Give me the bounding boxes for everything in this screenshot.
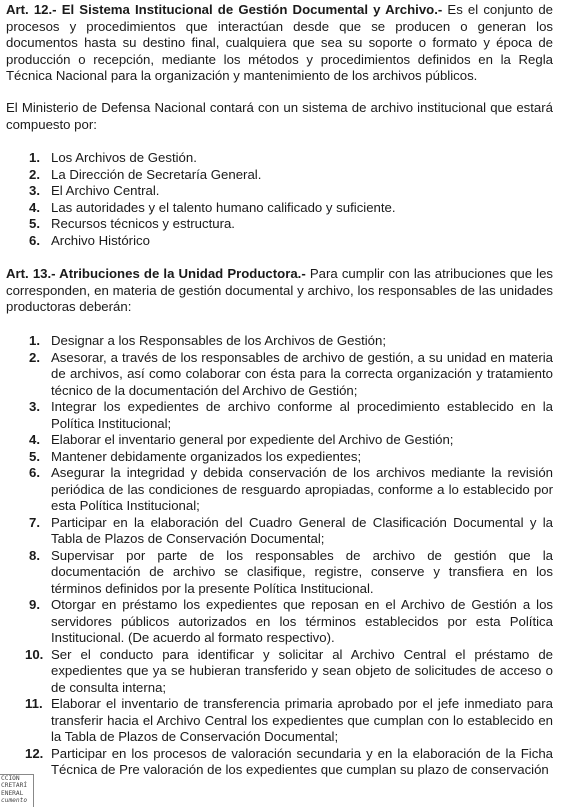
list-item xyxy=(0,696,561,746)
art13-heading: Art. 13.- Atribuciones de la Unidad Productora.- xyxy=(6,266,306,281)
list-item-number: 9. xyxy=(29,597,40,612)
list-item xyxy=(0,597,561,647)
list-item-number: 8. xyxy=(29,547,40,563)
list-item-number: 1. xyxy=(29,333,40,348)
list-item-number: 2. xyxy=(29,349,40,365)
list-item-number: 11. xyxy=(25,696,43,711)
stamp-line: ENERAL xyxy=(1,789,24,797)
list-item-text: Recursos técnicos y estructura. xyxy=(51,216,235,231)
list-item-number: 3. xyxy=(29,183,40,198)
list-item-text: Archivo Histórico xyxy=(51,232,150,248)
list-item-text: El Archivo Central. xyxy=(51,183,160,198)
list-item-number: 6. xyxy=(29,465,40,480)
list-item-text: Mantener debidamente organizados los expedientes; xyxy=(51,448,362,464)
list-item xyxy=(0,200,561,217)
art13-paragraph xyxy=(6,266,553,316)
list-item xyxy=(0,167,561,184)
list-item xyxy=(0,515,561,548)
list-item-number: 7. xyxy=(29,514,40,530)
list-item-number: 12. xyxy=(25,745,44,761)
list-item xyxy=(0,746,561,779)
art13-list xyxy=(0,333,561,779)
art12-heading: Art. 12.- El Sistema Institucional de Gestión Documental y Archivo.- xyxy=(6,2,443,17)
list-item-text: La Dirección de Secretaría General. xyxy=(51,166,262,182)
list-item xyxy=(0,432,561,449)
list-item-number: 6. xyxy=(29,232,40,248)
list-item-text: Ser el conducto para identificar y solicitar al Archivo Central el préstamo de expedientes que ya se hubieran transferido y sean objeto de solicitudes de acceso o de consulta interna; xyxy=(51,646,553,695)
list-item xyxy=(0,150,561,167)
list-item-number: 5. xyxy=(29,448,40,464)
stamp-line: CRETARÍ xyxy=(1,782,28,790)
stamp-line: CCIÓN xyxy=(1,775,20,782)
list-item-number: 4. xyxy=(29,199,40,215)
archive-stamp xyxy=(0,774,34,807)
list-item-text: Designar a los Responsables de los Archivos de Gestión; xyxy=(51,333,386,348)
list-item-text: Otorgar en préstamo los expedientes que reposan en el Archivo de Gestión a los servidores públicos autorizados en los términos establecidos por esta Política Institucional. (De acuerdo al formato respectivo). xyxy=(51,597,553,645)
list-item-text: Supervisar por parte de los responsables de archivo de gestión que la documentación de archivo se clasifique, registre, conserve y transfiera en los términos definidos por la presente Política Institucional. xyxy=(51,547,553,596)
art13-body: Para cumplir con las atribuciones que les corresponden, en materia de gestión documental y archivo, los responsables de las unidades productoras deberán: xyxy=(6,266,553,314)
list-item-text: Elaborar el inventario de transferencia primaria aprobado por el jefe inmediato para transferir hacia el Archivo Central los expedientes que cumplan con lo establecido en la Tabla de Plazos de Conservación Documental; xyxy=(51,696,553,744)
list-item-number: 3. xyxy=(29,399,40,414)
art12-list xyxy=(0,150,561,249)
list-item-number: 5. xyxy=(29,216,40,231)
art12-paragraph xyxy=(6,2,553,85)
list-item-number: 4. xyxy=(29,432,40,447)
list-item-text: Integrar los expedientes de archivo conforme al procedimiento establecido en la Política Institucional; xyxy=(51,399,553,431)
list-item-text: Los Archivos de Gestión. xyxy=(51,150,197,165)
list-item xyxy=(0,399,561,432)
list-item-text: Asegurar la integridad y debida conservación de los archivos mediante la revisión periódica de las condiciones de resguardo apropiadas, conforme a lo establecido por esta Política Institucional; xyxy=(51,465,553,513)
list-item xyxy=(0,350,561,400)
stamp-line: cumento xyxy=(1,797,28,805)
list-item-text: Participar en la elaboración del Cuadro General de Clasificación Documental y la Tabla de Plazos de Conservación Documental; xyxy=(51,514,553,546)
art12-body: Es el conjunto de procesos y procedimientos que interactúan desde que se producen o generan los documentos hasta su destino final, cualquiera que sea su soporte o formato y época de producción o recepción, mediante los métodos y procedimientos definidos en la Regla Técnica Nacional para la organización y mantenimiento de los archivos públicos. xyxy=(6,2,553,83)
list-item xyxy=(0,233,561,250)
list-item xyxy=(0,216,561,233)
list-item xyxy=(0,548,561,598)
list-item-number: 10. xyxy=(25,646,44,662)
list-item xyxy=(0,333,561,350)
list-item xyxy=(0,449,561,466)
list-item-text: Las autoridades y el talento humano calificado y suficiente. xyxy=(51,199,396,215)
art12-intro: El Ministerio de Defensa Nacional contará con un sistema de archivo institucional que estará compuesto por: xyxy=(6,100,553,132)
list-item xyxy=(0,183,561,200)
list-item-text: Participar en los procesos de valoración secundaria y en la elaboración de la Ficha Técnica de Pre valoración de los expedientes que cumplan su plazo de conservación xyxy=(51,745,553,777)
list-item-text: Elaborar el inventario general por expediente del Archivo de Gestión; xyxy=(51,432,454,447)
list-item xyxy=(0,465,561,515)
list-item-number: 1. xyxy=(29,150,40,165)
list-item-number: 2. xyxy=(29,166,40,182)
list-item-text: Asesorar, a través de los responsables de archivo de gestión, a su unidad en materia de archivos, así como colaborar con ésta para la correcta organización y tratamiento técnico de la documentación del Archivo de Gestión; xyxy=(51,349,553,398)
list-item xyxy=(0,647,561,697)
